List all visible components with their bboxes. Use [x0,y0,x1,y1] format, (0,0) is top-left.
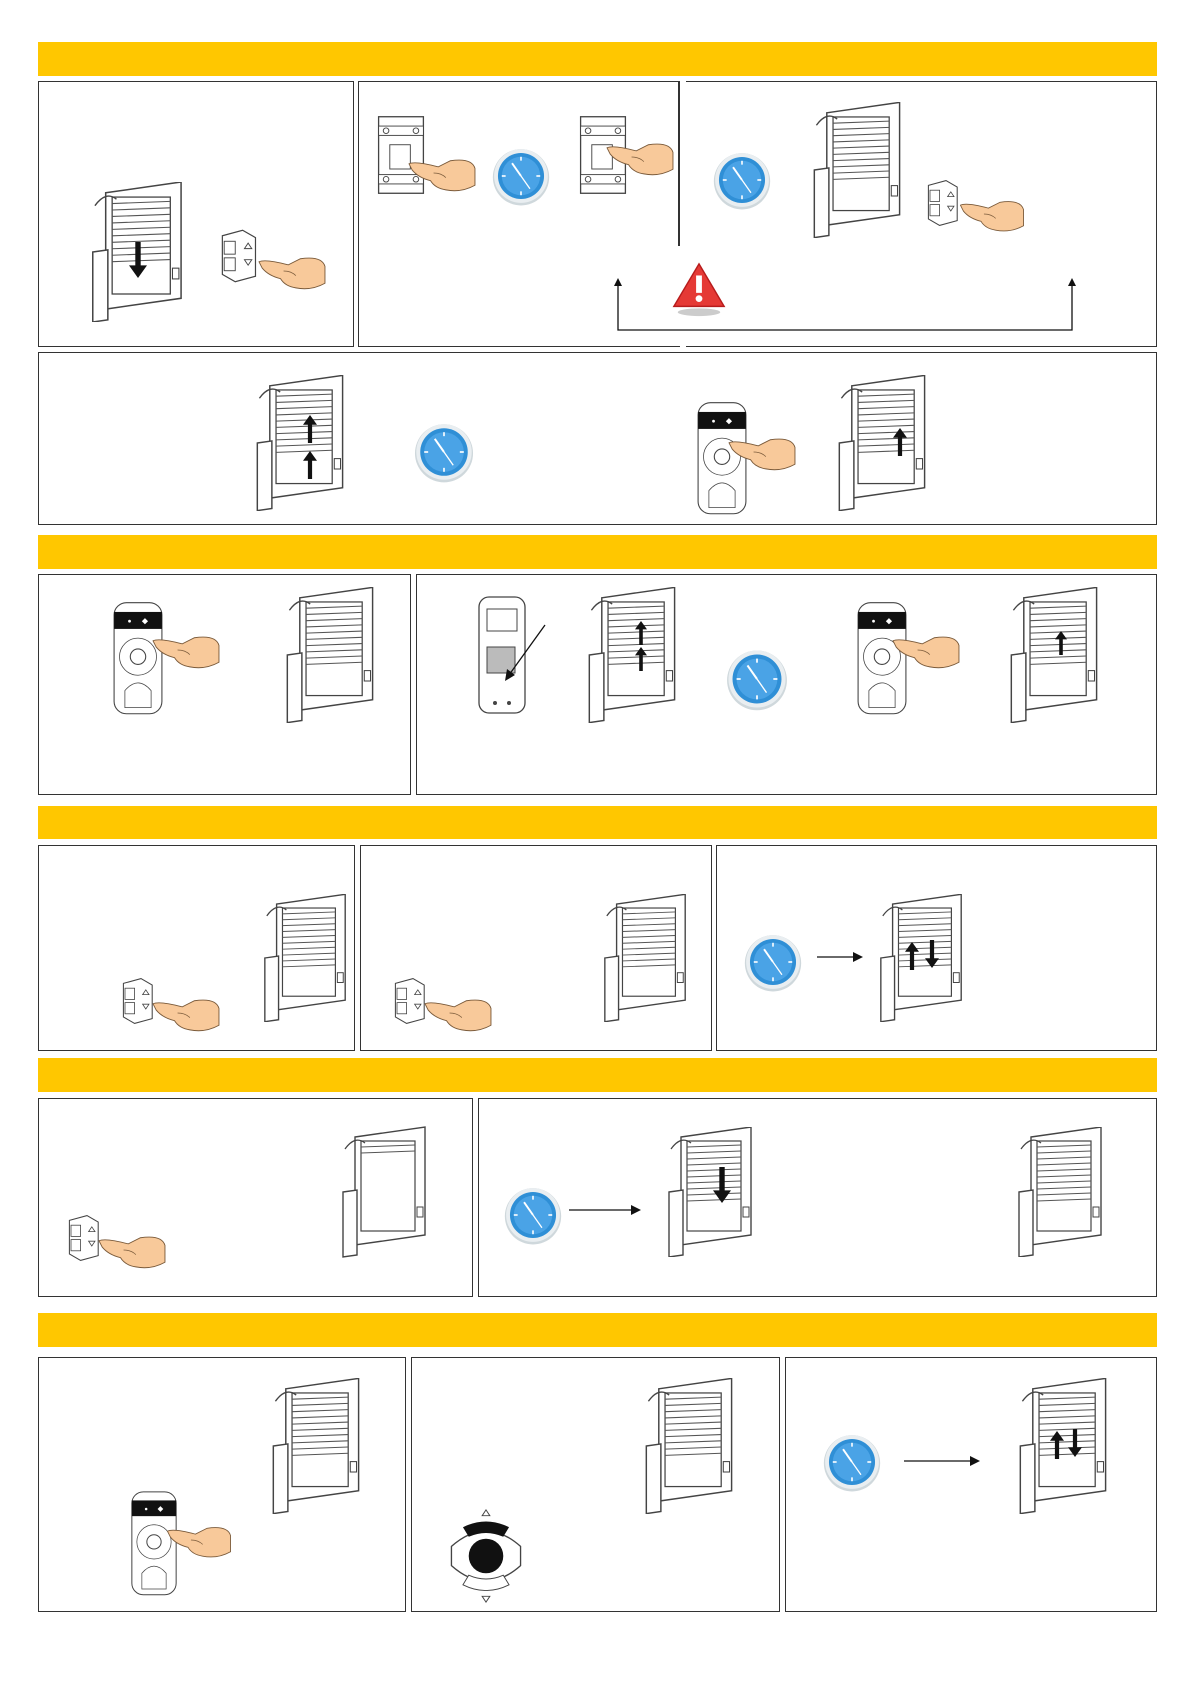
roller-shutter-icon [1012,1378,1116,1514]
pointing-hand-icon [605,134,675,180]
roller-shutter-icon [279,587,383,723]
pointer-arrow-icon [501,623,547,683]
section-2-header-band [38,535,1157,569]
roller-shutter-icon [265,1378,369,1514]
step-panel-1d [38,352,1157,525]
arrow-right-icon [817,950,863,964]
pointing-hand-icon [151,990,221,1036]
arrow-up-icon [303,415,317,443]
pointing-hand-icon [423,990,493,1036]
arrow-right-icon [569,1203,641,1217]
section-3-header-band [38,806,1157,839]
arrow-down-icon [129,242,147,278]
step-panel-3c [716,845,1157,1051]
rocker-button-icon [438,1508,534,1604]
arrow-up-icon [905,942,919,970]
step-panel-5b [411,1357,780,1612]
roller-shutter-icon [249,375,353,511]
arrow-down-icon [925,940,939,968]
section-4-header-band [38,1058,1157,1092]
roller-shutter-icon [873,894,971,1022]
clock-icon [411,419,477,485]
section-1-header-band [38,42,1157,76]
arrow-down-icon [713,1167,731,1203]
step-panel-5a [38,1357,406,1612]
step-panel-2a [38,574,411,795]
step-panel-3b [360,845,712,1051]
roller-shutter-icon [257,894,355,1022]
roller-shutter-icon [638,1378,742,1514]
clock-icon [820,1430,884,1494]
pointing-hand-icon [958,192,1026,236]
step-panel-3a [38,845,355,1051]
roller-shutter-icon [831,375,935,511]
arrow-up-icon [635,647,647,671]
arrow-right-icon [904,1454,980,1468]
step-panel-4b [478,1098,1157,1297]
pointing-hand-icon [165,1518,233,1562]
roller-shutter-icon [1003,587,1107,723]
roller-shutter-icon [581,587,685,723]
warning-triangle-icon [670,258,728,320]
arrow-up-icon [1055,631,1067,655]
wall-switch-icon [215,228,261,284]
arrow-up-icon [303,451,317,479]
roller-shutter-icon [806,102,910,238]
step-panel-2b [416,574,1157,795]
arrow-up-icon [893,427,907,457]
arrow-up-icon [635,621,647,645]
roller-shutter-window-open-icon [335,1127,435,1257]
pointing-hand-icon [727,429,797,475]
clock-icon [489,144,553,208]
step-panel-1a [38,81,354,347]
pointing-hand-icon [891,627,961,673]
pointing-hand-icon [407,150,477,196]
wall-switch-icon [922,178,962,228]
clock-icon [710,148,774,212]
section-5-header-band [38,1313,1157,1347]
clock-icon [723,645,791,713]
clock-icon [741,930,805,994]
pointing-hand-icon [97,1227,167,1273]
clock-icon [501,1183,565,1247]
arrow-up-icon [1050,1430,1064,1460]
pointing-hand-icon [257,248,327,294]
roller-shutter-icon [661,1127,761,1257]
arrow-down-icon [1068,1428,1082,1458]
step-panel-4a [38,1098,473,1297]
pointing-hand-icon [151,627,221,673]
roller-shutter-icon [1011,1127,1111,1257]
roller-shutter-icon [597,894,695,1022]
panel-divider [678,81,680,246]
step-panel-5c [785,1357,1157,1612]
